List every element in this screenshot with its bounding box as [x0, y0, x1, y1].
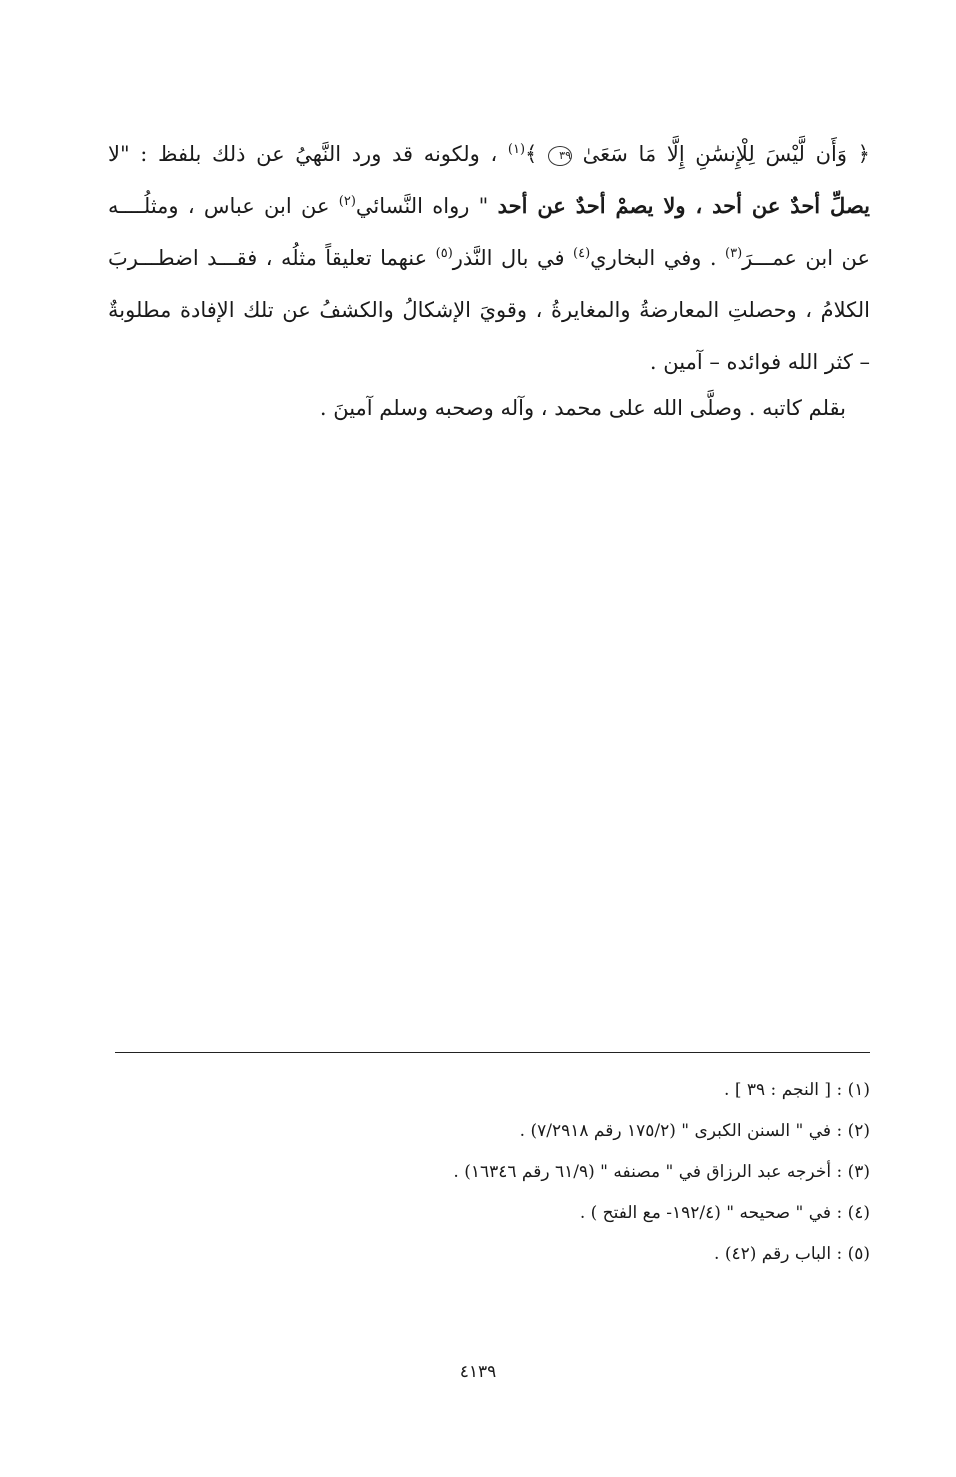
footnote-5: (٥) : الباب رقم (٤٢) .: [714, 1244, 870, 1264]
verse-number-marker: ٣٩: [548, 146, 572, 166]
footnote-separator: [115, 1052, 870, 1053]
verse-close-bracket: ﴾: [525, 142, 538, 166]
closing-line: بقلم كاتبه . وصلَّى الله على محمد ، وآله وصحبه وسلم آمينَ .: [319, 396, 846, 420]
footnote-ref-1[interactable]: (١): [507, 142, 526, 157]
line-3-text-c: في بال النَّذر: [452, 246, 565, 270]
footnote-ref-4[interactable]: (٤): [573, 246, 591, 261]
text-line-5: – كثر الله فوائده – آمين .: [649, 350, 870, 374]
text-line-2: [108, 180, 870, 232]
text-line-3: [108, 232, 870, 284]
footnote-ref-3[interactable]: (٣): [725, 246, 743, 261]
quran-verse: ﴿ وَأَن لَّيْسَ لِلْإِنسَٰنِ إِلَّا مَا سَعَىٰ: [582, 142, 870, 166]
footnote-2: (٢) : في " السنن الكبرى " (١٧٥/٢ رقم ٧/٢٩١٨) .: [519, 1121, 870, 1141]
footnote-ref-5[interactable]: (٥): [435, 246, 453, 261]
main-text: [108, 128, 870, 388]
line-3-text-a: عن ابن عمـــرَ: [742, 246, 871, 270]
line-1-text: ، ولكونه قد ورد النَّهيُ عن ذلك بلفظ : "لا: [108, 142, 498, 166]
footnote-3: (٣) : أخرجه عبد الرزاق في " مصنفه " (٦١/٩ رقم ١٦٣٤٦) .: [453, 1162, 870, 1182]
page-number: ٤١٣٩: [459, 1362, 497, 1382]
footnote-4: (٤) : في " صحيحه " (١٩٢/٤- مع الفتح ) .: [579, 1203, 870, 1223]
footnote-ref-2[interactable]: (٢): [338, 194, 356, 209]
line-3-text-d: عنهما تعليقاً مثلُه ، فقـــد اضطـــربَ: [108, 246, 428, 270]
line-2-text-a: " رواه النَّسائي: [355, 194, 489, 218]
line-2-text-b: عن ابن عباس ، ومثلُــــه: [108, 194, 330, 218]
line-3-text-b: . وفي البخاري: [590, 246, 717, 270]
footnote-1: (١) : [ النجم : ٣٩ ] .: [724, 1080, 870, 1100]
text-line-1: [108, 128, 870, 180]
hadith-quote: يصلِّ أحدٌ عن أحد ، ولا يصمْ أحدٌ عن أحد: [497, 193, 871, 218]
footnotes: [110, 1070, 870, 1275]
text-line-4: الكلامُ ، وحصلتِ المعارضةُ والمغايرةُ ، وقويَ الإشكالُ والكشفُ عن تلك الإفادة مطلوبةٌ: [108, 298, 870, 322]
